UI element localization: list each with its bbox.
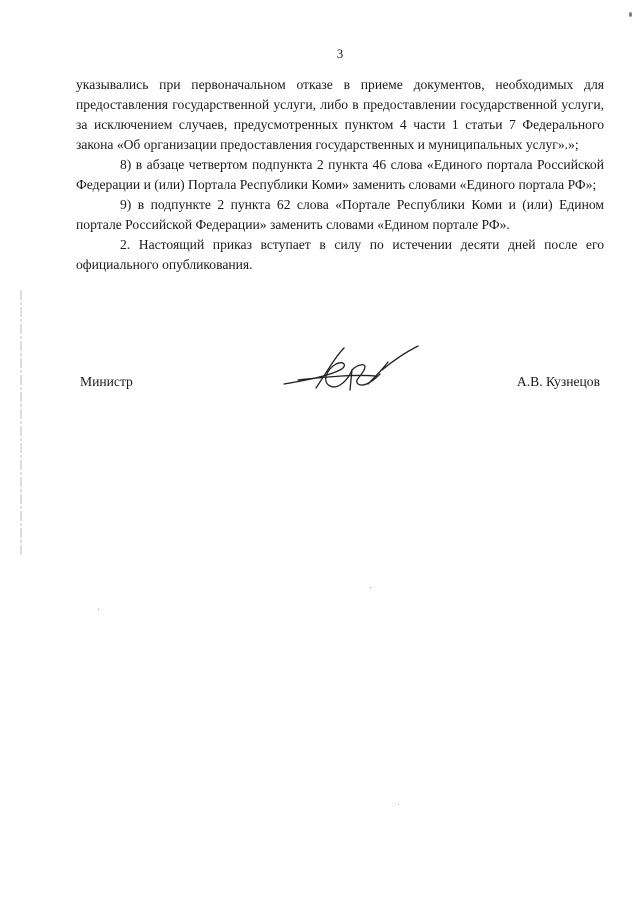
scan-speck-icon — [629, 12, 632, 17]
scan-speck-icon — [98, 609, 99, 610]
signatory-name: А.В. Кузнецов — [516, 374, 600, 389]
paragraph-effective-date: 2. Настоящий приказ вступает в силу по истечении десяти дней после его официального опубликования. — [76, 237, 604, 272]
scan-speck-icon — [398, 804, 399, 805]
paragraph-item-9: 9) в подпункте 2 пункта 62 слова «Портале Республики Коми и (или) Едином портале Российской Федерации» заменить словами «Едином портале РФ». — [76, 197, 604, 232]
margin-scan-line-icon — [19, 290, 25, 560]
paragraph-item-8: 8) в абзаце четвертом подпункта 2 пункта 46 слова «Единого портала Российской Федерации и (или) Портала Республики Коми» заменить словами «Единого портала РФ»; — [76, 157, 604, 192]
page-number: 3 — [336, 46, 344, 61]
paragraph-continuation: указывались при первоначальном отказе в приеме документов, необходимых для предоставления государственной услуги, либо в предоставлении государственной услуги, за исключением случаев, предусмотренных пунктом 4 части 1 статьи 7 Федерального закона «Об организации предоставления государственных и муниципальных услуг».»; — [76, 77, 604, 152]
signatory-title: Министр — [80, 374, 133, 389]
handwritten-signature-icon — [278, 340, 438, 400]
scan-speck-icon — [370, 587, 371, 588]
document-body — [76, 75, 604, 275]
